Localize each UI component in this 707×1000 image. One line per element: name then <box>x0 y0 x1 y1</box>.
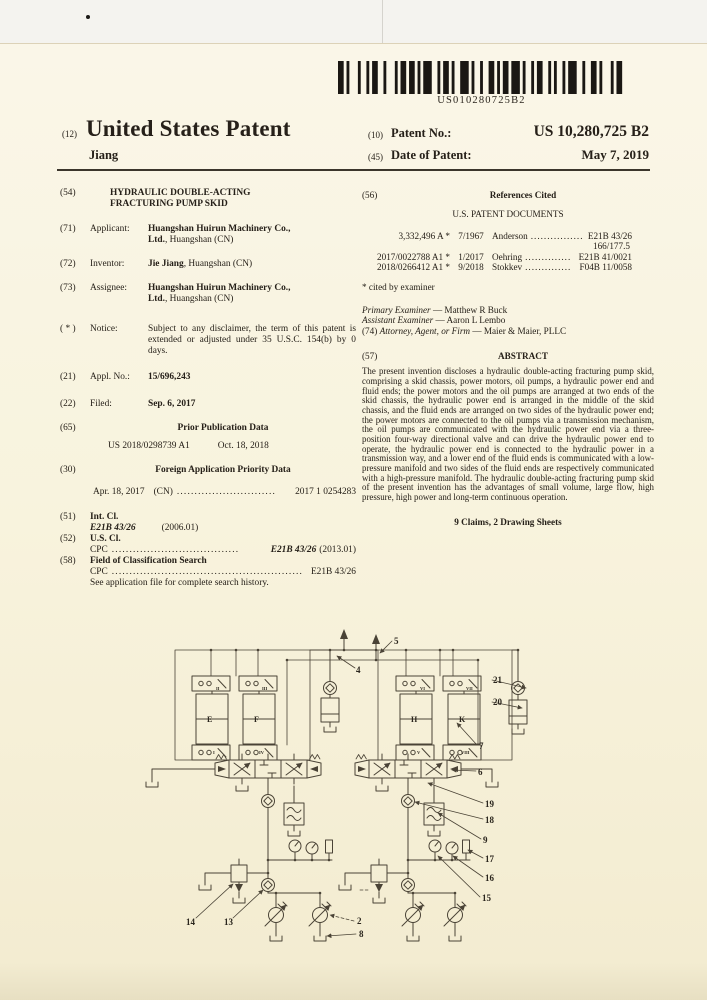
inid-74-tag: (74) <box>362 325 378 336</box>
inventor-label: Inventor: <box>90 259 125 269</box>
right-pressure-gauge-2 <box>446 842 458 854</box>
figure-label-17: 17 <box>485 854 494 864</box>
foreign-priority-date: Apr. 18, 2017 <box>93 487 145 497</box>
figure-label-16: 16 <box>485 873 494 883</box>
us-cl-version: (2013.01) <box>319 545 356 555</box>
cylinder-F <box>243 691 275 744</box>
attorney-name: — Maier & Maier, PLLC <box>470 325 567 336</box>
ref-inventor: Stokkev <box>492 262 523 273</box>
us-patent-documents-heading: U.S. PATENT DOCUMENTS <box>452 209 564 220</box>
inid-56-tag: (56) <box>362 190 378 200</box>
us-cl-label: U.S. Cl. <box>90 534 121 544</box>
inid-21-tag: (21) <box>60 372 76 382</box>
figure-label-F: F <box>254 715 259 724</box>
figure-label-14: 14 <box>186 917 195 927</box>
inid-73-tag: (73) <box>60 283 76 293</box>
figure-label-V: V <box>417 750 421 755</box>
assignee-location: , Huangshan (CN) <box>164 294 234 304</box>
figure-label-4: 4 <box>356 665 361 675</box>
foreign-priority-leader-dots: ............................ <box>176 487 277 497</box>
foreign-priority-heading: Foreign Application Priority Data <box>155 465 291 475</box>
left-pressure-gauge-1 <box>289 840 301 852</box>
left-directional-valve <box>146 754 321 791</box>
figure-label-VII: VII <box>466 686 473 691</box>
appl-no-label: Appl. No.: <box>90 372 130 382</box>
inid-22-tag: (22) <box>60 399 76 409</box>
ref-number: 2018/0266412 A1 * <box>377 262 450 273</box>
patent-number: US 10,280,725 B2 <box>533 123 649 140</box>
ref-class: F04B 11/0058 <box>579 262 632 273</box>
left-relief-valve <box>231 859 247 898</box>
notice-star-tag: ( * ) <box>60 324 76 334</box>
attorney-label: Attorney, Agent, or Firm <box>379 325 471 336</box>
figure-label-15: 15 <box>482 893 491 903</box>
prior-pub-number: US 2018/0298739 A1 <box>108 441 190 451</box>
figure-label-20: 20 <box>493 697 502 707</box>
int-cl-label: Int. Cl. <box>90 512 119 522</box>
invention-title-line2: FRACTURING PUMP SKID <box>110 199 228 209</box>
figure-label-9: 9 <box>483 835 488 845</box>
inid-54-tag: (54) <box>60 188 76 198</box>
inventor-surname: Jiang <box>89 148 119 162</box>
search-label: Field of Classification Search <box>90 556 207 566</box>
applicant-location: , Huangshan (CN) <box>164 235 234 245</box>
ref-date: 9/2018 <box>458 262 484 273</box>
us-cl-class: E21B 43/26 <box>270 545 317 555</box>
figure-label-VI: VI <box>420 686 426 691</box>
inid-30-tag: (30) <box>60 465 76 475</box>
left-check-valve-accumulator <box>321 650 339 732</box>
figure-label-5: 5 <box>394 636 399 646</box>
ref-number: 2017/0022788 A1 * <box>377 251 450 262</box>
figure-label-II: II <box>216 686 220 691</box>
us-cl-cpc: CPC <box>90 545 108 555</box>
figure-label-K: K <box>459 715 466 724</box>
int-cl-class: E21B 43/26 <box>90 523 136 533</box>
right-relief-valve <box>371 859 387 898</box>
date-of-patent-label: Date of Patent: <box>391 148 472 162</box>
prior-pub-heading: Prior Publication Data <box>177 423 269 433</box>
inid-51-tag: (51) <box>60 512 76 522</box>
ref-leader-dots: .............. <box>525 251 572 262</box>
reference-extra-class: 166/177.5 <box>592 241 630 252</box>
figure-label-7: 7 <box>479 741 484 751</box>
ref-class: E21B 43/26 <box>587 230 632 241</box>
appl-no-value: 15/696,243 <box>148 372 191 382</box>
left-pressure-gauge-2 <box>306 842 318 854</box>
ref-date: 1/2017 <box>458 251 484 262</box>
filed-label: Filed: <box>90 399 112 409</box>
search-note: See application file for complete search history. <box>90 578 269 588</box>
figure-label-13: 13 <box>224 917 233 927</box>
foreign-priority-number: 2017 1 0254283 <box>295 487 356 497</box>
us-cl-leader-dots: .................................... <box>111 545 240 555</box>
figure-label-21: 21 <box>493 675 502 685</box>
search-leader-dots: ...................................................... <box>111 567 304 577</box>
filed-value: Sep. 6, 2017 <box>148 399 196 409</box>
assistant-examiner-name: — Aaron L Lembo <box>433 315 506 326</box>
right-heat-exchanger <box>424 803 444 825</box>
ref-date: 7/1967 <box>458 230 484 241</box>
search-cpc: CPC <box>90 567 108 577</box>
inid-12-tag: (12) <box>62 129 77 139</box>
document-title: United States Patent <box>86 116 291 141</box>
figure-label-8: 8 <box>359 929 364 939</box>
notice-label: Notice: <box>90 324 118 334</box>
right-pressure-gauge-1 <box>429 840 441 852</box>
figure-label-18: 18 <box>485 815 494 825</box>
figure-label-III: III <box>262 686 268 691</box>
inventor-location: , Huangshan (CN) <box>183 259 253 269</box>
ref-inventor: Anderson <box>492 230 528 241</box>
figure-label-19: 19 <box>485 799 494 809</box>
inid-57-tag: (57) <box>362 351 378 362</box>
foreign-priority-country: (CN) <box>153 487 173 497</box>
assignee-name-line2: Ltd. <box>148 294 165 304</box>
claims-sheets-line: 9 Claims, 2 Drawing Sheets <box>454 516 562 527</box>
left-thermometer <box>326 840 333 853</box>
right-thermometer <box>463 840 470 853</box>
inventor-name: Jie Jiang <box>148 259 184 269</box>
ref-leader-dots: .............. <box>525 262 572 273</box>
inid-72-tag: (72) <box>60 259 76 269</box>
assignee-name-line1: Huangshan Huirun Machinery Co., <box>148 283 291 293</box>
abstract-heading: ABSTRACT <box>497 351 549 362</box>
patent-no-label: Patent No.: <box>391 126 452 140</box>
ref-leader-dots: ................ <box>530 230 584 241</box>
figure-label-H: H <box>411 715 418 724</box>
inid-45-tag: (45) <box>368 152 383 162</box>
inid-71-tag: (71) <box>60 224 76 234</box>
inid-58-tag: (58) <box>60 556 76 566</box>
left-plumbing <box>199 786 333 941</box>
figure-label-E: E <box>207 715 213 724</box>
assignee-label: Assignee: <box>90 283 127 293</box>
abstract-text: The present invention discloses a hydraulic double-acting fracturing pump skid, comprising a skid chassis, power motors, oil pumps, a hydraulic power end and fluid ends; the power motors and the oil pumps are arranged at two ends of the skid chassis, the hydraulic power end is arranged in the middle of the skid chassis, and the fluid ends are arranged on two sides of the hydraulic power end; the power motors are connected to the oil pumps via a transmission mechanism, the oil pumps are communicated with the hydraulic power end via a three-position four-way directional valve and can drive the hydraulic power end to operate, the hydraulic power end is connected to the hydraulic power in a transmission way, and a lower end of the fluid ends is communicated with a low-pressure manifold and two sides of the fluid ends are respectively communicated with a high-pressure manifold. The hydraulic double-acting fracturing pump skid of the present invention has the advantages of small volume, large flow, high pressure, high power and long-term continuous operation. <box>362 366 654 502</box>
cited-by-examiner-note: * cited by examiner <box>362 282 435 293</box>
reference-leader-lines <box>196 641 526 936</box>
figure-label-VIII: VIII <box>461 750 470 755</box>
primary-examiner-label: Primary Examiner <box>362 304 431 315</box>
int-cl-version: (2006.01) <box>161 523 199 533</box>
invention-title-line1: HYDRAULIC DOUBLE-ACTING <box>110 188 251 198</box>
primary-examiner-name: — Matthew R Buck <box>430 304 508 315</box>
barcode-text: US010280725B2 <box>437 95 526 106</box>
figure-label-2: 2 <box>357 916 362 926</box>
inid-10-tag: (10) <box>368 130 383 140</box>
inid-52-tag: (52) <box>60 534 76 544</box>
applicant-name-line2: Ltd. <box>148 235 165 245</box>
applicant-label: Applicant: <box>90 224 130 234</box>
figure-label-I: I <box>213 750 215 755</box>
figure-label-6: 6 <box>478 767 483 777</box>
references-heading: References Cited <box>489 190 557 200</box>
assistant-examiner-label: Assistant Examiner <box>362 315 434 326</box>
left-heat-exchanger <box>284 803 304 825</box>
search-class: E21B 43/26 <box>310 567 356 577</box>
figure-label-IV: IV <box>259 750 265 755</box>
applicant-name-line1: Huangshan Huirun Machinery Co., <box>148 224 291 234</box>
ref-inventor: Oehring <box>492 251 523 262</box>
ref-number: 3,332,496 A * <box>398 230 450 241</box>
date-of-patent: May 7, 2019 <box>581 147 649 162</box>
inid-65-tag: (65) <box>60 423 76 433</box>
prior-pub-date: Oct. 18, 2018 <box>217 441 269 451</box>
notice-text: Subject to any disclaimer, the term of this patent is extended or adjusted under 35 U.S.C. 154(b) by 0 days. <box>148 324 356 356</box>
ref-class: E21B 41/0021 <box>578 251 632 262</box>
